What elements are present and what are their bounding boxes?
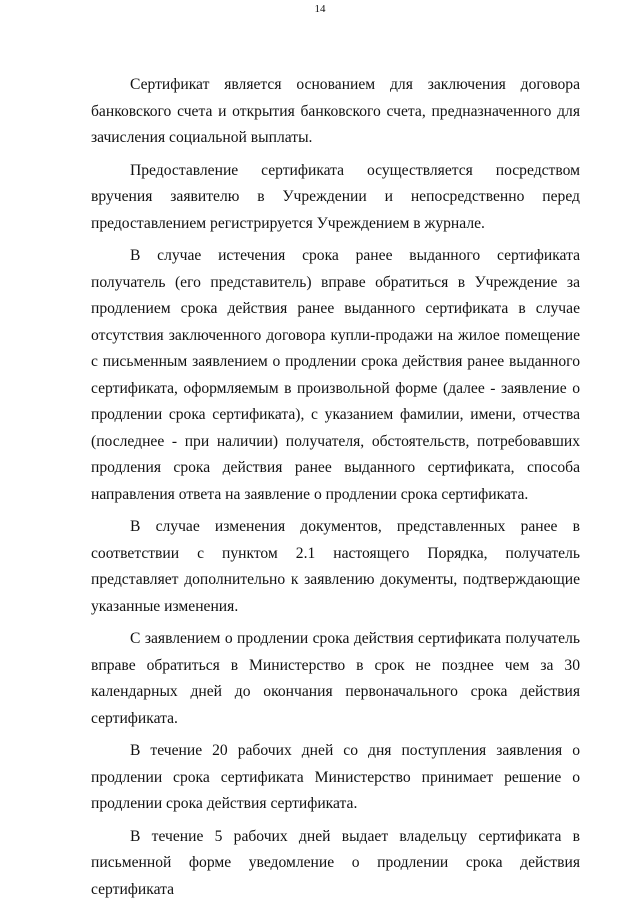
paragraph-extension-request: В случае истечения срока ранее выданного сертификата получатель (его представитель) вправе обратиться в Учреждение за продлением срока действия ранее выданного сертификата в случае отсутствия заключенного договора купли-продажи на жилое помещение с письменным заявлением о продлении срока действия ранее выданного сертификата, оформляемым в произвольной форме (далее - заявление о продлении срока сертификата), с указанием фамилии, имени, отчества (последнее - при наличии) получателя, обстоятельств, потребовавших продления срока действия ранее выданного сертификата, способа направления ответа на заявление о продлении срока сертификата. [91, 247, 580, 503]
paragraph-certificate-delivery: Предоставление сертификата осуществляется посредством вручения заявителю в Учреждении и непосредственно перед предоставлением регистрируется Учреждением в журнале. [91, 161, 580, 232]
paragraph-ministry-application: С заявлением о продлении срока действия сертификата получатель вправе обратиться в Министерство в срок не позднее чем за 30 календарных дней до окончания первоначального срока действия сертификата. [91, 630, 580, 727]
document-body [91, 72, 580, 909]
paragraph-notification: В течение 5 рабочих дней выдает владельцу сертификата в письменной форме уведомление о продлении срока действия сертификата [91, 827, 580, 898]
paragraph-decision-period: В течение 20 рабочих дней со дня поступления заявления о продлении срока сертификата Министерство принимает решение о продлении срока действия сертификата. [91, 742, 580, 812]
page-number: 14 [314, 3, 326, 15]
paragraph-document-changes: В случае изменения документов, представленных ранее в соответствии с пунктом 2.1 настоящего Порядка, получатель представляет дополнительно к заявлению документы, подтверждающие указанные изменения. [91, 518, 580, 615]
paragraph-certificate-basis: Сертификат является основанием для заключения договора банковского счета и открытия банковского счета, предназначенного для зачисления социальной выплаты. [91, 76, 580, 146]
